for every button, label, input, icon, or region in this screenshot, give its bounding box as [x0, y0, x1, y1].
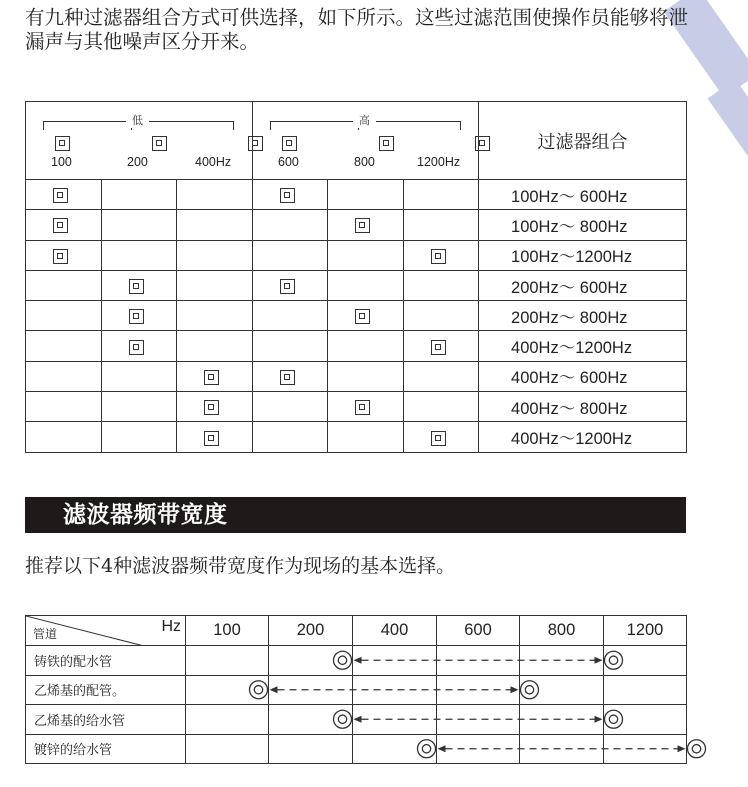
freq-cell — [353, 675, 437, 705]
filter-cell — [26, 331, 102, 361]
freq-cell — [520, 675, 604, 705]
filter-cell — [177, 210, 253, 240]
freq-cell — [604, 646, 687, 676]
freq-cell — [269, 734, 353, 764]
filter-cell — [26, 392, 102, 422]
low-group-label: 低 — [126, 112, 149, 128]
filter-switch-icon — [53, 188, 68, 203]
filter-switch-icon — [355, 218, 370, 233]
filter-cell — [404, 331, 479, 361]
filter-switch-icon — [379, 136, 394, 151]
freq-cell — [437, 705, 520, 735]
freq-col-1200: 1200 — [604, 616, 687, 646]
filter-switch-icon — [55, 136, 70, 151]
freq-cell — [353, 705, 437, 735]
filter-cell — [177, 301, 253, 331]
filter-combo-value: 400Hz～1200Hz — [479, 331, 687, 361]
freq-cell — [437, 734, 520, 764]
filter-cell — [253, 270, 328, 300]
freq-col-800: 800 — [520, 616, 604, 646]
freq-label-600: 600 — [278, 155, 299, 169]
filter-switch-icon — [280, 188, 295, 203]
filter-cell — [177, 180, 253, 210]
freq-cell — [604, 675, 687, 705]
filter-cell — [102, 270, 177, 300]
filter-cell — [404, 392, 479, 422]
filter-cell — [102, 240, 177, 270]
filter-table-row — [26, 301, 687, 331]
target-icon — [688, 740, 706, 758]
filter-cell — [253, 422, 328, 452]
corner-hz-label: Hz — [161, 618, 181, 635]
low-filter-group — [26, 102, 253, 180]
filter-cell — [26, 361, 102, 391]
freq-cell — [353, 734, 437, 764]
freq-col-600: 600 — [437, 616, 520, 646]
filter-cell — [404, 422, 479, 452]
filter-cell — [102, 392, 177, 422]
filter-switch-icon — [152, 136, 167, 151]
section-description: 推荐以下4种滤波器频带宽度作为现场的基本选择。 — [25, 555, 456, 577]
filter-table-row — [26, 180, 687, 210]
filter-combo-value: 200Hz～ 800Hz — [479, 301, 687, 331]
filter-switch-icon — [204, 431, 219, 446]
pipe-table-row — [26, 705, 687, 735]
filter-cell — [404, 270, 479, 300]
filter-table-row — [26, 331, 687, 361]
filter-cell — [26, 180, 102, 210]
filter-table-row — [26, 361, 687, 391]
freq-cell — [604, 734, 687, 764]
filter-cell — [253, 331, 328, 361]
filter-switch-icon — [129, 279, 144, 294]
intro-paragraph: 有九种过滤器组合方式可供选择，如下所示。这些过滤范围使操作员能够将泄漏声与其他噪声区分开来。 — [25, 6, 689, 53]
freq-cell — [604, 705, 687, 735]
filter-cell — [328, 361, 404, 391]
filter-cell — [26, 240, 102, 270]
filter-cell — [328, 331, 404, 361]
filter-switch-icon — [282, 136, 297, 151]
filter-cell — [26, 270, 102, 300]
filter-cell — [102, 180, 177, 210]
filter-cell — [328, 180, 404, 210]
pipe-table-row — [26, 646, 687, 676]
filter-combo-value: 100Hz～ 600Hz — [479, 180, 687, 210]
freq-label-400: 400Hz — [195, 155, 232, 169]
freq-label-200: 200 — [127, 155, 148, 169]
pipe-table-header — [26, 616, 687, 646]
pipe-table-row — [26, 734, 687, 764]
corner-pipe-label: 管道 — [33, 627, 58, 641]
freq-col-400: 400 — [353, 616, 437, 646]
filter-table-row — [26, 392, 687, 422]
pipe-type-label: 乙烯基的配管。 — [26, 675, 186, 705]
filter-combo-value: 400Hz～ 800Hz — [479, 392, 687, 422]
freq-cell — [437, 675, 520, 705]
freq-cell — [186, 734, 269, 764]
section-title: 滤波器频带宽度 — [25, 497, 686, 533]
filter-combination-table — [25, 101, 687, 453]
filter-cell — [253, 361, 328, 391]
corner-header — [26, 616, 186, 646]
filter-cell — [253, 240, 328, 270]
pipe-type-label: 铸铁的配水管 — [26, 646, 186, 676]
filter-switch-icon — [280, 370, 295, 385]
filter-table-header — [26, 102, 687, 180]
filter-cell — [328, 301, 404, 331]
freq-cell — [186, 646, 269, 676]
filter-combo-value: 100Hz～ 800Hz — [479, 210, 687, 240]
filter-switch-icon — [355, 400, 370, 415]
combo-header: 过滤器组合 — [479, 102, 687, 180]
filter-switch-icon — [129, 340, 144, 355]
filter-cell — [328, 392, 404, 422]
filter-cell — [328, 240, 404, 270]
filter-cell — [328, 210, 404, 240]
filter-cell — [177, 422, 253, 452]
filter-combo-value: 100Hz～1200Hz — [479, 240, 687, 270]
pipe-table-row — [26, 675, 687, 705]
filter-cell — [177, 331, 253, 361]
high-filter-group — [253, 102, 479, 180]
filter-switch-icon — [204, 370, 219, 385]
filter-combo-value: 400Hz～1200Hz — [479, 422, 687, 452]
freq-label-100: 100 — [51, 155, 72, 169]
freq-cell — [520, 705, 604, 735]
filter-cell — [102, 361, 177, 391]
freq-label-800: 800 — [354, 155, 375, 169]
freq-cell — [520, 734, 604, 764]
filter-switch-icon — [355, 309, 370, 324]
freq-label-1200: 1200Hz — [417, 155, 461, 169]
pipe-type-label: 乙烯基的给水管 — [26, 705, 186, 735]
pipe-type-label: 镀锌的给水管 — [26, 734, 186, 764]
filter-switch-icon — [53, 249, 68, 264]
high-group-label: 高 — [353, 112, 376, 128]
filter-cell — [328, 422, 404, 452]
decorative-stripe — [708, 79, 748, 160]
filter-cell — [102, 210, 177, 240]
filter-cell — [404, 210, 479, 240]
filter-switch-icon — [280, 279, 295, 294]
filter-cell — [26, 210, 102, 240]
filter-table-row — [26, 270, 687, 300]
filter-table-row — [26, 240, 687, 270]
filter-combo-value: 200Hz～ 600Hz — [479, 270, 687, 300]
freq-cell — [520, 646, 604, 676]
filter-cell — [102, 331, 177, 361]
filter-switch-icon — [129, 309, 144, 324]
freq-cell — [186, 705, 269, 735]
filter-switch-icon — [431, 340, 446, 355]
filter-switch-icon — [53, 218, 68, 233]
freq-cell — [269, 646, 353, 676]
filter-switch-icon — [431, 249, 446, 264]
pipe-bandwidth-table — [25, 615, 687, 764]
filter-cell — [177, 240, 253, 270]
filter-table-row — [26, 210, 687, 240]
filter-cell — [253, 301, 328, 331]
filter-cell — [253, 392, 328, 422]
filter-cell — [102, 422, 177, 452]
filter-cell — [26, 422, 102, 452]
filter-cell — [177, 270, 253, 300]
freq-cell — [269, 705, 353, 735]
filter-cell — [404, 240, 479, 270]
filter-cell — [328, 270, 404, 300]
freq-cell — [186, 675, 269, 705]
filter-cell — [404, 361, 479, 391]
filter-cell — [253, 210, 328, 240]
filter-cell — [102, 301, 177, 331]
freq-cell — [437, 646, 520, 676]
filter-cell — [177, 392, 253, 422]
filter-switch-icon — [431, 431, 446, 446]
target-icon — [692, 745, 700, 753]
filter-cell — [26, 301, 102, 331]
filter-cell — [253, 180, 328, 210]
filter-switch-icon — [204, 400, 219, 415]
filter-cell — [404, 301, 479, 331]
freq-cell — [269, 675, 353, 705]
filter-cell — [404, 180, 479, 210]
freq-col-200: 200 — [269, 616, 353, 646]
filter-table-row — [26, 422, 687, 452]
freq-col-100: 100 — [186, 616, 269, 646]
filter-cell — [177, 361, 253, 391]
freq-cell — [353, 646, 437, 676]
filter-combo-value: 400Hz～ 600Hz — [479, 361, 687, 391]
